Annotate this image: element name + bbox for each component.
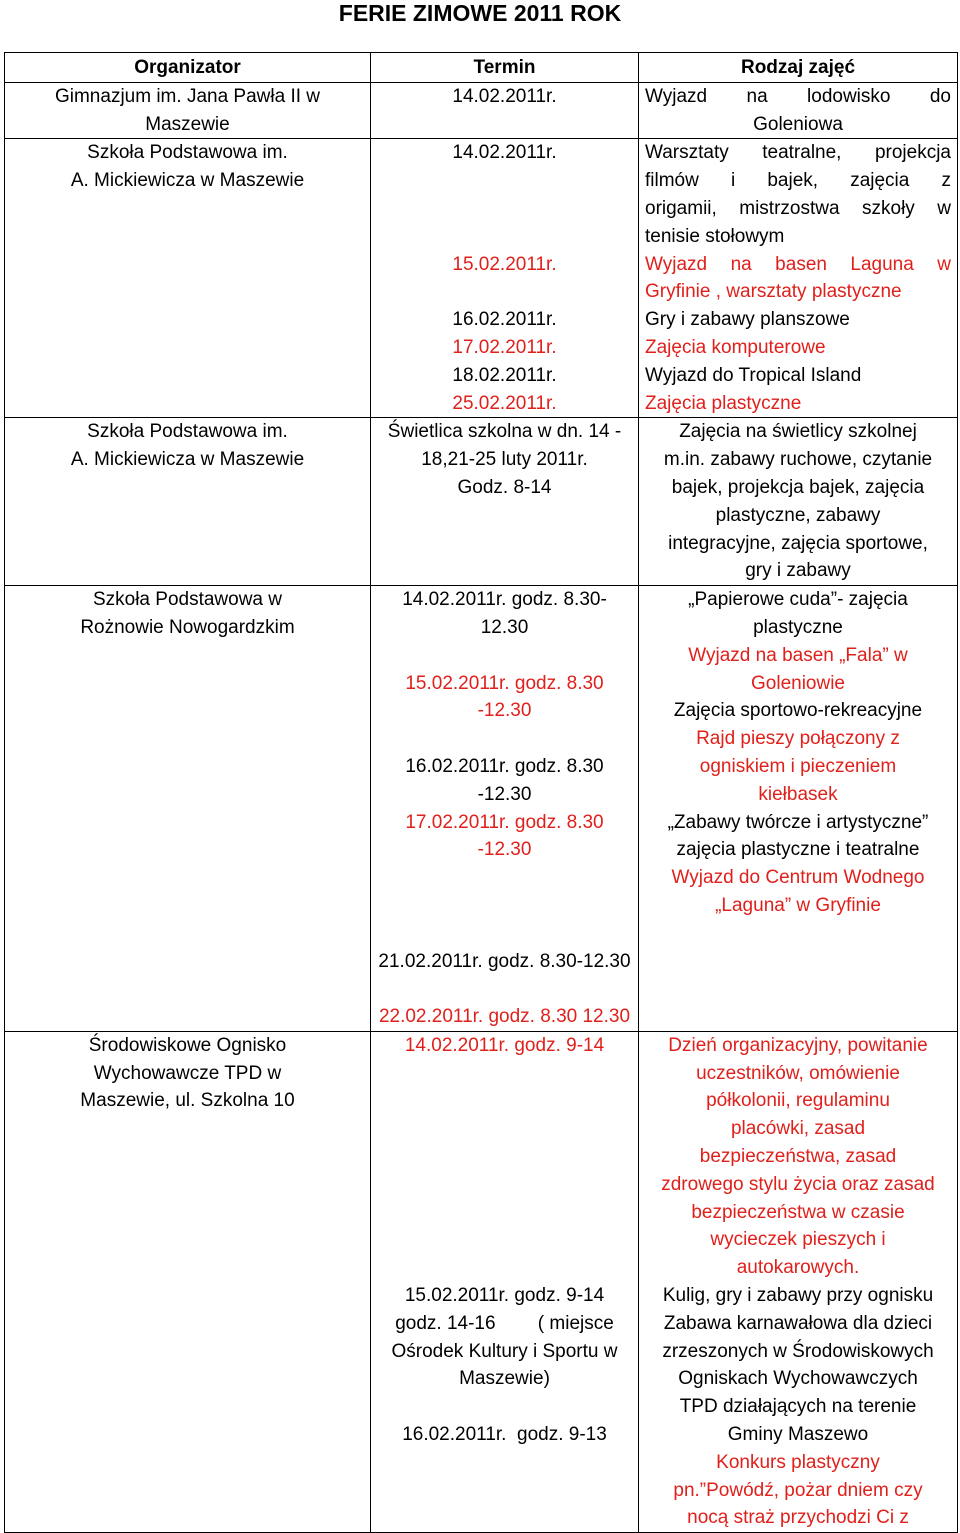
activity-line: Kulig, gry i zabawy przy ognisku [662,1285,934,1307]
date-line: 14.02.2011r. [452,85,557,107]
activity-line: TPD działających na terenie [679,1396,917,1418]
organizer-cell [5,586,371,1032]
activity-line: tenisie stołowym [645,225,785,247]
activity-line: bezpieczeństwa w czasie [691,1201,905,1223]
activity-line: Zajęcia komputerowe [645,336,826,358]
table-row [5,82,958,139]
date-line: 14.02.2011r. [452,142,557,164]
date-line: 14.02.2011r. godz. 8.30- 12.30 [402,589,607,638]
activity-line: Goleniowie [751,672,845,694]
activity-line: zdrowego stylu życia oraz zasad [661,1173,935,1195]
date-cell [371,418,639,586]
activity-line: zrzeszonych w Środowiskowych [662,1340,934,1362]
organizer-line: Środowiskowe Ognisko [88,1034,287,1056]
activity-line: placówki, zasad [730,1118,866,1140]
date-line: 21.02.2011r. godz. 8.30-12.30 [378,950,631,972]
activity-line: wycieczek pieszych i [710,1229,886,1251]
organizer-line: A. Mickiewicza w Maszewie [70,170,305,192]
date-line: 25.02.2011r. [452,392,557,414]
date-line: 14.02.2011r. godz. 9-14 [404,1034,605,1056]
activity-line: origamii, mistrzostwa szkoły w [645,197,951,219]
date-line: 18.02.2011r. [452,364,557,386]
organizer-line: A. Mickiewicza w Maszewie [70,449,305,471]
activity-line: Gry i zabawy planszowe [645,309,850,331]
activity-line: Zajęcia sportowo-rekreacyjne [673,700,923,722]
activity-line: uczestników, omówienie [696,1062,900,1084]
organizer-cell [5,139,371,418]
activity-line: plastyczne [753,616,843,638]
activity-line: Konkurs plastyczny [716,1451,880,1473]
activity-cell [639,139,958,418]
table-row [5,1031,958,1532]
activity-line: Zajęcia plastyczne [645,392,802,414]
date-line: Świetlica szkolna w dn. 14 - [387,421,622,443]
date-line: Maszewie) [459,1368,550,1390]
activity-line: kiełbasek [758,783,838,805]
activity-line: Wyjazd na basen Laguna w [645,253,951,275]
activity-line: pn.”Powódź, pożar dniem czy [673,1479,923,1501]
activity-line: Wyjazd na lodowisko do [645,85,951,107]
activity-line: „Papierowe cuda”- zajęcia [688,589,908,611]
organizer-line: Szkoła Podstawowa w [92,589,283,611]
activity-line: Zajęcia na świetlicy szkolnej [679,421,917,443]
date-line: 17.02.2011r. godz. 8.30 -12.30 [405,811,604,861]
activity-line: Ogniskach Wychowawczych [678,1368,918,1390]
activity-line: Warsztaty teatralne, projekcja [645,142,951,164]
date-line: 22.02.2011r. godz. 8.30 12.30 [378,1006,631,1028]
date-line: 16.02.2011r. godz. 9-13 [402,1424,607,1446]
date-cell [371,586,639,1032]
activity-line: „Zabawy twórcze i artystyczne” [667,811,929,833]
activity-line: Wyjazd do Tropical Island [645,364,862,386]
organizer-line: Szkoła Podstawowa im. [87,142,288,164]
activity-line: „Laguna” w Gryfinie [715,894,881,916]
activity-line: filmów i bajek, zajęcia z [645,170,951,192]
activity-line: bezpieczeństwa, zasad [699,1146,897,1168]
date-line: 15.02.2011r. godz. 9-14 [404,1285,605,1307]
activity-line: półkolonii, regulaminu [706,1090,890,1112]
schedule-table [4,52,958,1533]
activity-cell [639,586,958,1032]
activity-line: Wyjazd na basen „Fala” w [688,644,908,666]
header-row [5,53,958,83]
header-date: Termin [371,53,639,83]
activity-line: integracyjne, zajęcia sportowe, [668,532,928,554]
organizer-cell [5,418,371,586]
activity-line: Gminy Maszewo [727,1424,869,1446]
activity-line: plastyczne, zabawy [715,504,881,526]
date-cell [371,82,639,139]
date-line: Ośrodek Kultury i Sportu w [391,1340,618,1362]
activity-line: nocą straż przychodzi Ci z [687,1507,909,1529]
activity-line: gry i zabawy [745,560,851,582]
date-line: 16.02.2011r. godz. 8.30 -12.30 [405,755,604,805]
activity-line: Rajd pieszy połączony z [696,728,900,750]
organizer-line: Maszewie, ul. Szkolna 10 [80,1090,295,1112]
activity-line: Wyjazd do Centrum Wodnego [671,867,925,889]
date-line: 16.02.2011r. [452,309,557,331]
organizer-cell [5,1031,371,1532]
date-line: Godz. 8-14 [457,476,552,498]
activity-line: Goleniowa [753,113,843,135]
activity-cell [639,82,958,139]
header-activity: Rodzaj zajęć [639,53,958,83]
activity-line: ogniskiem i pieczeniem [699,755,897,777]
activity-cell [639,418,958,586]
page-title: FERIE ZIMOWE 2011 ROK [338,0,622,26]
table-row [5,139,958,418]
activity-line: zajęcia plastyczne i teatralne [676,839,920,861]
organizer-line: Wychowawcze TPD w [93,1062,282,1084]
organizer-line: Gimnazjum im. Jana Pawła II w [54,85,321,107]
activity-line: Gryfinie , warsztaty plastyczne [645,281,902,303]
activity-line: Zabawa karnawałowa dla dzieci [663,1312,933,1334]
date-line: 18,21-25 luty 2011r. [421,449,588,471]
organizer-line: Maszewie [145,113,230,135]
organizer-line: Rożnowie Nowogardzkim [80,616,295,638]
activity-line: Dzień organizacyjny, powitanie [668,1034,928,1056]
date-line: 15.02.2011r. godz. 8.30 -12.30 [405,672,604,722]
date-line: 17.02.2011r. [452,336,557,358]
header-organizer: Organizator [5,53,371,83]
organizer-line: Szkoła Podstawowa im. [87,421,288,443]
table-row [5,586,958,1032]
date-cell [371,1031,639,1532]
organizer-cell [5,82,371,139]
activity-cell [639,1031,958,1532]
date-line: godz. 14-16 ( miejsce [395,1312,614,1334]
date-cell [371,139,639,418]
activity-line: bajek, projekcja bajek, zajęcia [671,476,925,498]
date-line: 15.02.2011r. [452,253,557,275]
activity-line: m.in. zabawy ruchowe, czytanie [663,449,933,471]
table-row [5,418,958,586]
activity-line: autokarowych. [736,1257,860,1279]
